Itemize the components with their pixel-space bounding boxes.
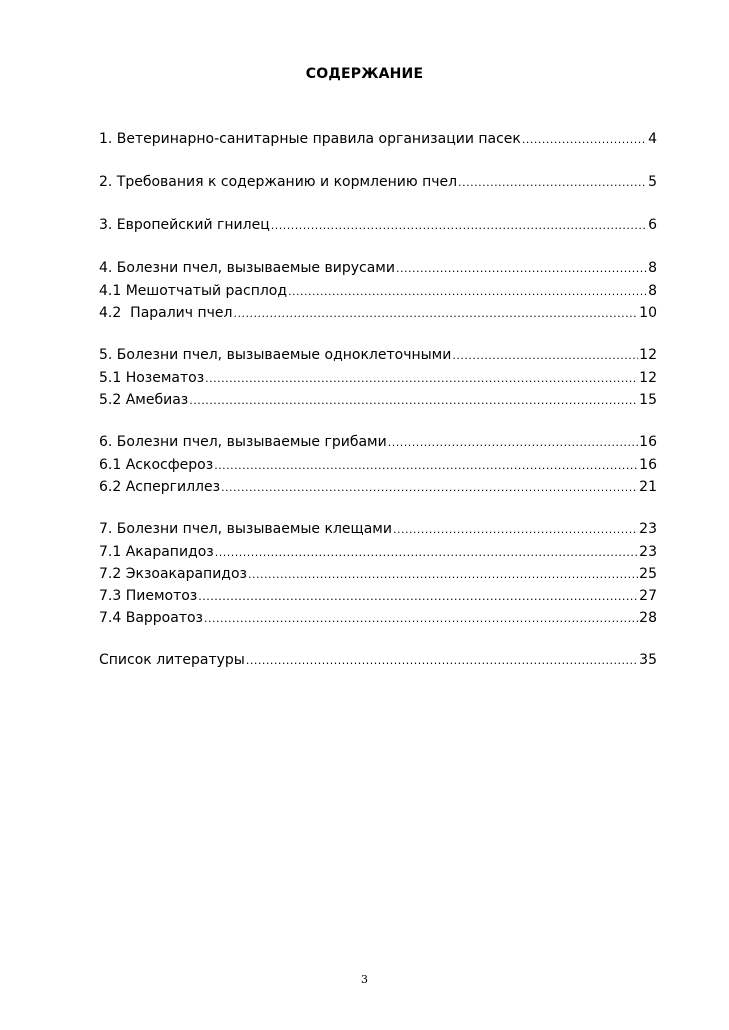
toc-entry-label: 7. Болезни пчел, вызываемые клещами [99,521,392,537]
toc-entry-page: 25 [639,566,657,582]
toc-subentry[interactable] [99,454,657,476]
toc-entry[interactable] [99,344,657,367]
toc-entry-page: 8 [648,283,657,299]
toc-dot-leader [189,390,638,412]
toc-entry-label: 7.1 Акарапидоз [99,544,214,560]
toc-entry-label: Список литературы [99,652,245,668]
toc-entry[interactable] [99,171,657,194]
toc-group-1 [99,128,657,151]
toc-dot-leader [246,649,638,672]
toc-entry-label: 6. Болезни пчел, вызываемые грибами [99,434,387,450]
toc-dot-leader [234,303,639,325]
toc-entry[interactable] [99,431,657,454]
page-title: СОДЕРЖАНИЕ [305,66,424,82]
toc-dot-leader [288,281,647,303]
toc-subentry[interactable] [99,302,657,324]
toc-entry-label: 7.4 Варроатоз [99,610,203,626]
toc-dot-leader [393,518,638,541]
toc-dot-leader [198,586,638,608]
toc-entry-page: 5 [648,174,657,190]
toc-entry-page: 4 [648,131,657,147]
toc-subentry[interactable] [99,280,657,302]
toc-entry-label: 5.1 Нозематоз [99,370,205,386]
toc-entry-page: 12 [639,370,657,386]
toc-entry-page: 16 [639,457,657,473]
toc-entry-label: 6.1 Аскосфероз [99,457,214,473]
toc-dot-leader [204,608,638,630]
page-number: 3 [361,973,368,986]
toc-subentry[interactable] [99,389,657,411]
toc-entry-page: 27 [639,588,657,604]
toc-entry-label: 2. Требования к содержанию и кормлению пчел [99,174,458,190]
toc-dot-leader [205,368,638,390]
toc-group-2 [99,171,657,194]
toc-entry-label: 4.1 Мешотчатый расплод [99,283,288,299]
toc-dot-leader [388,431,638,454]
toc-entry-label: 7.3 Пиемотоз [99,588,198,604]
toc-group-references [99,649,657,672]
toc-dot-leader [458,171,647,194]
toc-entry-page: 23 [639,521,657,537]
toc-subentry[interactable] [99,367,657,389]
toc-entry-label: 5. Болезни пчел, вызываемые одноклеточными [99,347,452,363]
toc-entry-page: 23 [639,544,657,560]
toc-group-4 [99,257,657,324]
toc-dot-leader [248,564,638,586]
toc-dot-leader [396,257,647,280]
toc-entry[interactable] [99,214,657,237]
toc-entry[interactable] [99,257,657,280]
toc-entry[interactable] [99,649,657,672]
toc-entry-page: 12 [639,347,657,363]
toc-group-7 [99,518,657,629]
toc-group-5 [99,344,657,411]
toc-entry-page: 8 [648,260,657,276]
toc-group-3 [99,214,657,237]
toc-subentry[interactable] [99,476,657,498]
toc-dot-leader [221,477,638,499]
toc-entry-label: 3. Европейский гнилец [99,217,270,233]
toc-entry-page: 16 [639,434,657,450]
toc-subentry[interactable] [99,585,657,607]
toc-subentry[interactable] [99,563,657,585]
toc-entry-label: 1. Ветеринарно-санитарные правила организации пасек [99,131,521,147]
toc-entry-page: 35 [639,652,657,668]
table-of-contents [99,128,657,692]
toc-entry-page: 28 [639,610,657,626]
toc-entry-page: 10 [639,305,657,321]
toc-dot-leader [271,214,647,237]
toc-entry-page: 15 [639,392,657,408]
toc-entry-label: 4.2 Паралич пчел [99,305,233,321]
toc-dot-leader [215,542,638,564]
toc-subentry[interactable] [99,607,657,629]
toc-entry[interactable] [99,518,657,541]
toc-group-6 [99,431,657,498]
toc-entry[interactable] [99,128,657,151]
toc-subentry[interactable] [99,541,657,563]
toc-entry-label: 4. Болезни пчел, вызываемые вирусами [99,260,395,276]
toc-entry-page: 6 [648,217,657,233]
toc-dot-leader [452,344,638,367]
toc-entry-label: 6.2 Аспергиллез [99,479,221,495]
toc-dot-leader [214,455,638,477]
toc-dot-leader [522,128,647,151]
toc-entry-page: 21 [639,479,657,495]
toc-entry-label: 7.2 Экзоакарапидоз [99,566,247,582]
toc-entry-label: 5.2 Амебиаз [99,392,189,408]
